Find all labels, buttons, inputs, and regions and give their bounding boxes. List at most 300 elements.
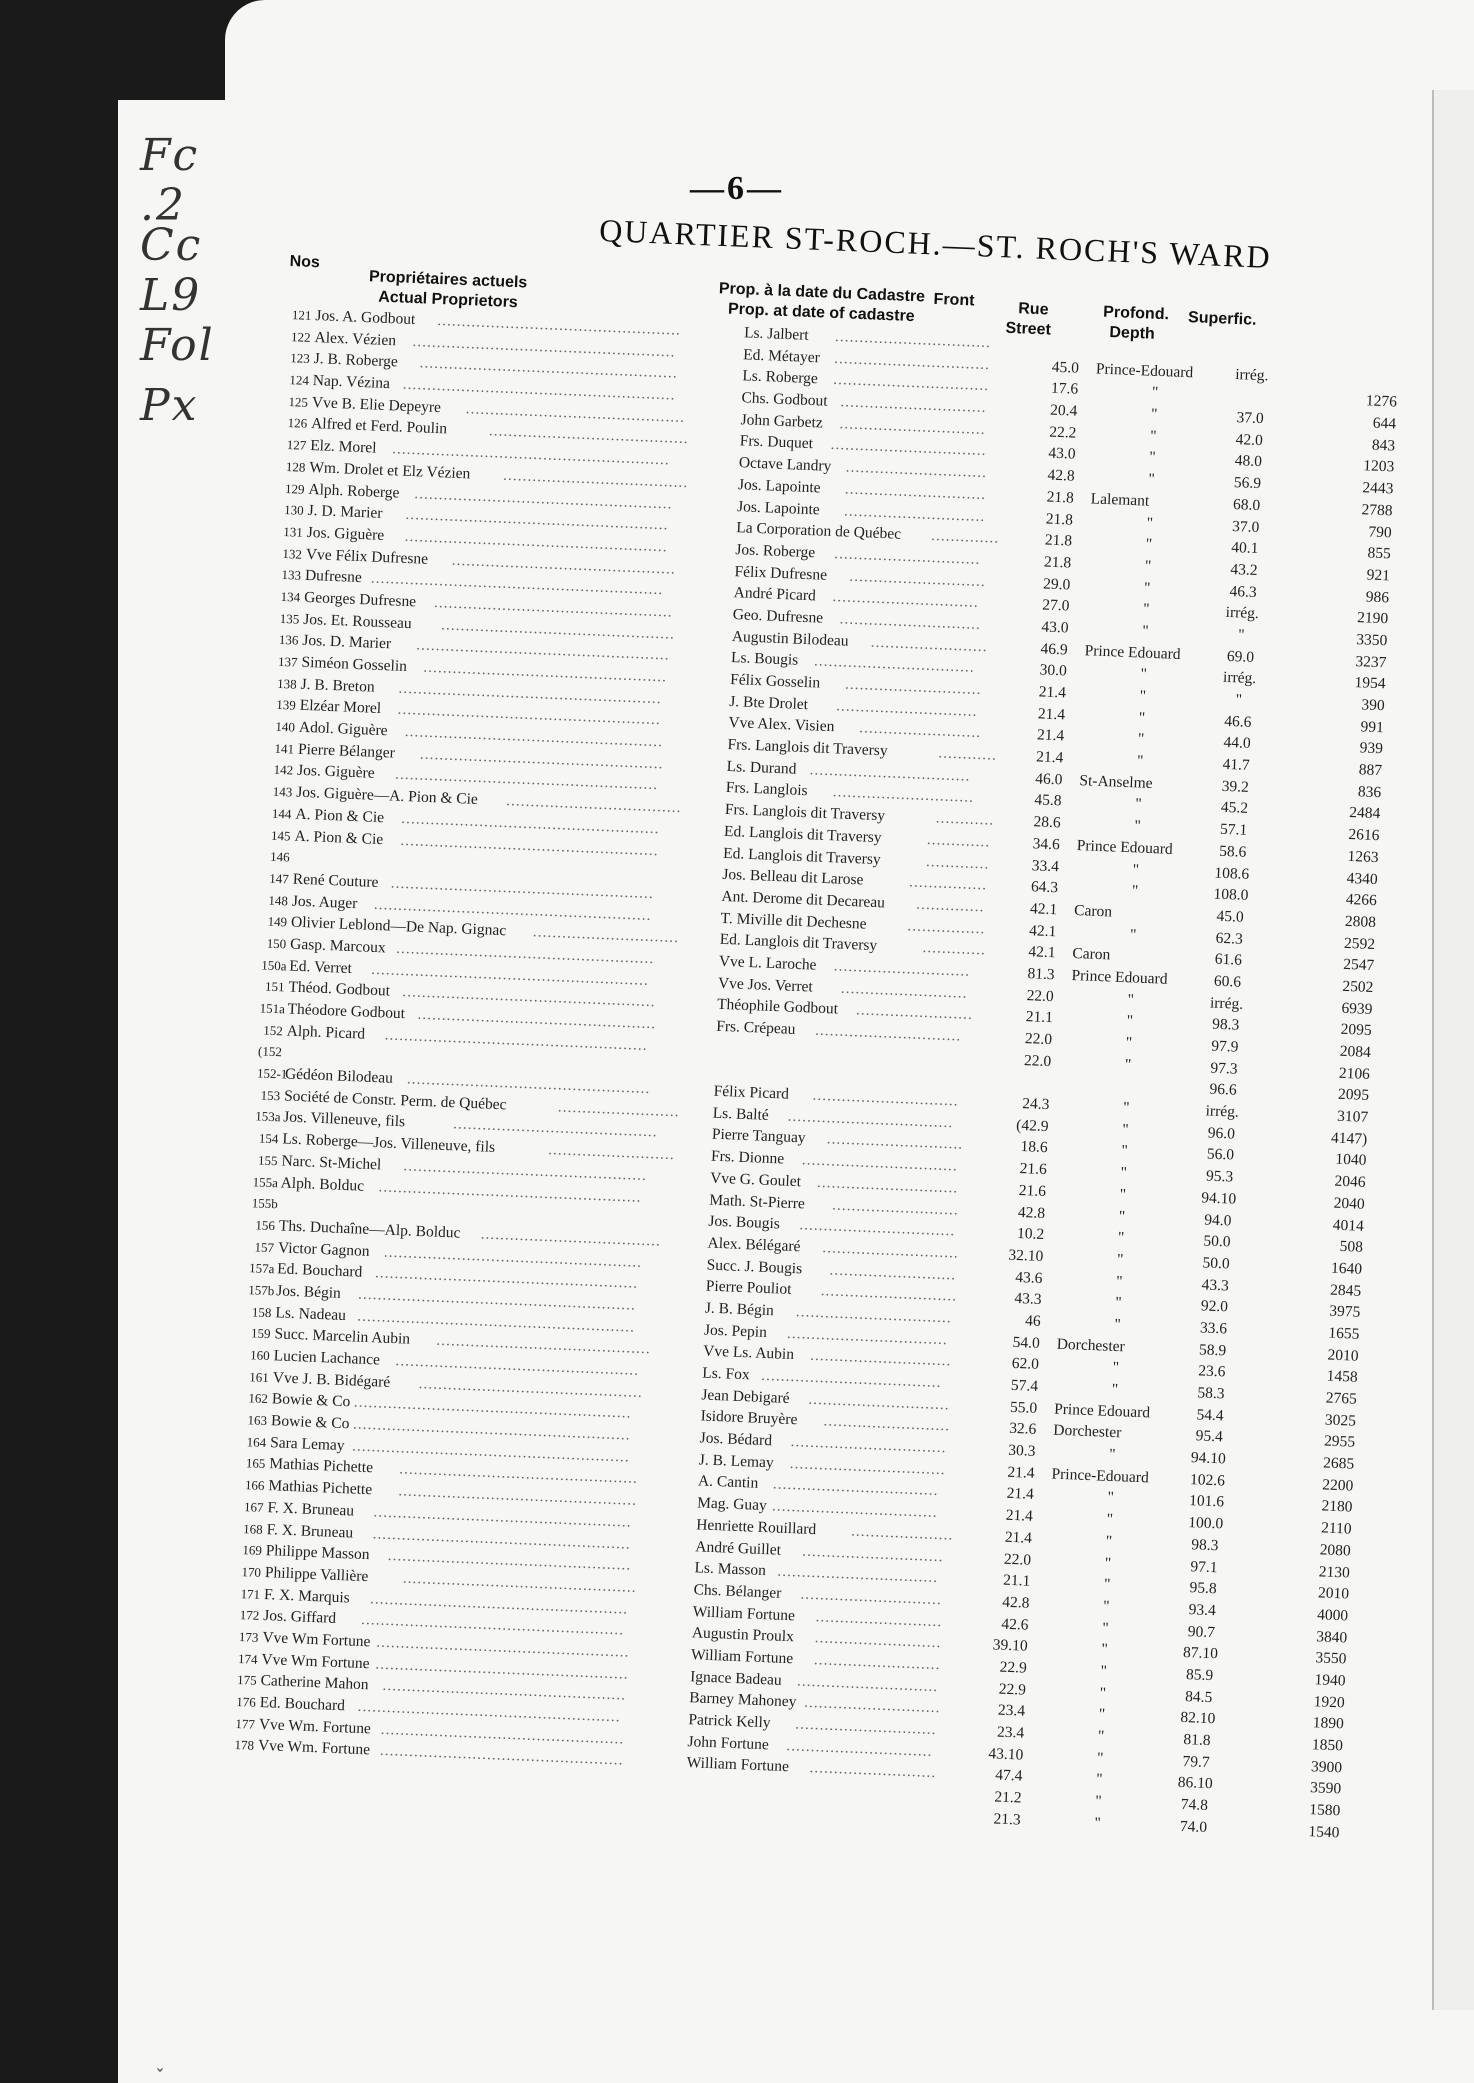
lot-number: 127	[286, 437, 307, 453]
cadastre-proprietor: Ed. Langlois dit Traversy	[722, 844, 882, 868]
cadastre-proprietor: Frs. Langlois dit Traversy	[727, 736, 888, 760]
leader-dots: ..........................	[829, 1261, 957, 1284]
depth-value: 43.2	[1230, 560, 1258, 579]
cadastre-proprietor: Jos. Roberge	[735, 540, 816, 562]
street-name: "	[1114, 1294, 1122, 1312]
superficie-value: 2010	[1317, 1584, 1350, 1603]
superficie-value: 1540	[1308, 1822, 1340, 1842]
superficie-value: 1458	[1326, 1367, 1359, 1387]
depth-value: 85.9	[1185, 1666, 1214, 1685]
street-name: Lalemant	[1090, 490, 1150, 510]
leader-dots: .............	[922, 939, 987, 959]
street-name: "	[1139, 687, 1147, 705]
actual-proprietor: Gédéon Bilodeau	[284, 1065, 394, 1087]
cadastre-proprietor: Frs. Duquet	[739, 432, 814, 453]
front-value: 46.0	[1035, 770, 1063, 789]
leader-dots: .............................	[832, 783, 975, 807]
leader-dots: ..........................	[547, 1141, 676, 1164]
superficie-value: 4340	[1346, 869, 1379, 888]
leader-dots: ....................................................	[375, 1633, 630, 1661]
front-value: 21.3	[993, 1810, 1022, 1829]
street-name: "	[1107, 1489, 1115, 1507]
depth-value: 93.4	[1188, 1601, 1217, 1620]
street-name: "	[1132, 860, 1140, 879]
cadastre-proprietor: J. Bte Drolet	[728, 692, 809, 713]
leader-dots: ........................................................	[402, 375, 676, 404]
depth-value: 95.8	[1189, 1579, 1217, 1598]
scan-mark: ˯	[155, 2040, 165, 2073]
front-value: 20.4	[1049, 401, 1078, 420]
cadastre-proprietor: Vve L. Laroche	[718, 952, 817, 974]
leader-dots: .....................................................	[400, 831, 660, 859]
street-name: "	[1098, 1705, 1106, 1724]
lot-number: 123	[289, 350, 311, 367]
actual-proprietor: Théodore Godbout	[287, 1000, 406, 1023]
front-value: 22.9	[998, 1680, 1027, 1699]
front-value: 21.8	[1043, 553, 1072, 572]
leader-dots: .....................................................	[414, 484, 673, 513]
actual-proprietor: Jos. A. Godbout	[315, 307, 416, 329]
cadastre-proprietor: William Fortune	[686, 1754, 790, 1776]
actual-proprietor: Narc. St-Michel	[281, 1152, 382, 1174]
leader-dots: .....................................................	[373, 1503, 633, 1531]
superficie-value: 855	[1367, 544, 1392, 563]
cadastre-proprietor: Patrick Kelly	[688, 1711, 771, 1732]
street-name: "	[1108, 1445, 1116, 1464]
header-depth: Depth	[1109, 323, 1156, 343]
leader-dots: ......................................................	[378, 1177, 642, 1206]
cadastre-proprietor: Félix Dufresne	[734, 562, 828, 584]
lot-number: 178	[234, 1737, 255, 1754]
street-name: "	[1126, 1012, 1134, 1030]
front-value: 30.0	[1039, 661, 1068, 680]
front-value: 21.4	[1004, 1528, 1033, 1547]
lot-number: 161	[249, 1368, 270, 1385]
lot-number: 144	[271, 805, 292, 822]
actual-proprietor: Jos. Auger	[291, 892, 358, 912]
front-value: (42.9	[1015, 1116, 1049, 1135]
leader-dots: ......................................................	[412, 332, 676, 361]
street-name: "	[1151, 384, 1159, 402]
lot-number: 124	[289, 372, 310, 388]
actual-proprietor: Wm. Drolet et Elz Vézien	[309, 458, 471, 483]
leader-dots: .....................................................	[372, 1524, 632, 1553]
leader-dots: ................................................	[402, 1569, 638, 1596]
actual-proprietor: Bowie & Co	[270, 1412, 350, 1433]
lot-number: 169	[242, 1542, 263, 1559]
front-value: 54.0	[1012, 1333, 1041, 1352]
superficie-value: 2685	[1322, 1454, 1355, 1473]
actual-proprietor: Dufresne	[304, 567, 363, 587]
leader-dots: ........................	[870, 633, 989, 655]
street-name: Prince Edouard	[1084, 641, 1181, 663]
leader-dots: .................................	[786, 1324, 949, 1348]
superficie-value: 986	[1365, 588, 1390, 606]
street-name: "	[1101, 1640, 1109, 1659]
actual-proprietor: Victor Gagnon	[277, 1238, 370, 1260]
front-value: 43.3	[1014, 1290, 1042, 1309]
front-value: 57.4	[1010, 1376, 1039, 1395]
front-value: 47.4	[994, 1766, 1023, 1785]
lot-number: 153a	[254, 1108, 281, 1125]
front-value: 46	[1024, 1312, 1042, 1330]
header-rue: Rue	[1017, 300, 1049, 319]
street-name: "	[1118, 1207, 1126, 1225]
cadastre-proprietor: La Corporation de Québec	[735, 519, 902, 543]
depth-value: 86.10	[1177, 1774, 1214, 1793]
superficie-value: 1920	[1313, 1692, 1345, 1712]
actual-proprietor: Elz. Morel	[309, 437, 377, 457]
lot-number: 146	[269, 848, 291, 865]
street-name: Prince Edouard	[1053, 1400, 1151, 1422]
lot-number: 135	[279, 610, 300, 627]
front-value: 42.8	[1001, 1593, 1030, 1612]
street-name: "	[1100, 1662, 1108, 1680]
cadastre-proprietor: Ls. Fox	[702, 1364, 751, 1384]
leader-dots: ......................................................	[374, 1264, 639, 1293]
cadastre-proprietor: Vve Ls. Aubin	[702, 1342, 795, 1364]
depth-value: 43.3	[1201, 1275, 1230, 1295]
depth-value: 96.6	[1209, 1080, 1238, 1100]
leader-dots: ..............................	[839, 414, 987, 438]
front-value: 81.3	[1027, 965, 1055, 984]
leader-dots: .............................	[796, 1672, 939, 1695]
leader-dots: ..................................................	[419, 745, 664, 773]
superficie-value: 2845	[1329, 1281, 1362, 1300]
leader-dots: ....................................................	[415, 636, 670, 664]
lot-number: 143	[272, 783, 293, 800]
scan-border	[118, 10, 238, 100]
cadastre-proprietor: Barney Mahoney	[688, 1689, 797, 1711]
street-name: "	[1121, 1120, 1129, 1139]
street-name: "	[1104, 1554, 1112, 1572]
front-value: 22.9	[999, 1658, 1028, 1677]
depth-value: 50.0	[1202, 1254, 1231, 1273]
cadastre-proprietor: Octave Landry	[738, 454, 832, 476]
lot-number: 139	[276, 697, 297, 713]
depth-value: 42.0	[1235, 430, 1264, 449]
depth-value: irrég.	[1234, 365, 1269, 385]
superficie-value: 2106	[1338, 1064, 1371, 1083]
lot-number	[230, 1756, 254, 1757]
cadastre-proprietor: John Garbetz	[740, 410, 824, 432]
leader-dots: .....................................	[760, 1366, 942, 1392]
cadastre-proprietor: J. B. Bégin	[704, 1299, 775, 1320]
depth-value: 82.10	[1180, 1709, 1216, 1728]
leader-dots: ..................................................	[379, 1742, 624, 1769]
lot-number: 164	[246, 1433, 267, 1450]
front-value: 43.0	[1048, 445, 1076, 464]
lot-number: 155b	[251, 1195, 279, 1212]
superficie-value: 1203	[1362, 457, 1395, 476]
lot-number: 133	[281, 567, 302, 583]
leader-dots: ................................	[834, 327, 992, 352]
cadastre-proprietor: Ls. Balté	[712, 1104, 770, 1124]
leader-dots: ..................................	[772, 1475, 939, 1500]
leader-dots: .................................................	[433, 594, 674, 621]
superficie-value: 508	[1339, 1238, 1364, 1257]
cadastre-proprietor: Jos. Pepin	[703, 1321, 768, 1341]
cadastre-proprietor: Ls. Bougis	[730, 649, 799, 670]
actual-proprietor: Ed. Verret	[289, 957, 353, 977]
depth-value: 95.4	[1195, 1427, 1224, 1446]
cadastre-proprietor: Ls. Roberge	[742, 367, 819, 388]
lot-number: 156	[255, 1217, 276, 1234]
street-name: "	[1125, 1034, 1133, 1052]
actual-proprietor: Vve J. B. Bidégaré	[272, 1368, 391, 1391]
lot-number: 138	[276, 675, 297, 692]
leader-dots: ......................................................	[357, 1697, 622, 1726]
front-value: 17.6	[1050, 380, 1079, 399]
leader-dots: ............................	[844, 675, 982, 699]
street-name: "	[1120, 1164, 1128, 1182]
superficie-value: 2484	[1349, 804, 1381, 823]
lot-number: 131	[282, 523, 304, 540]
lot-number: 176	[235, 1694, 257, 1710]
front-value: 21.2	[994, 1788, 1022, 1807]
leader-dots: ..............	[915, 895, 985, 916]
lot-number: 126	[287, 415, 308, 432]
front-value: 10.2	[1016, 1225, 1045, 1244]
lot-number: 136	[278, 632, 299, 648]
margin-note-3: Cc	[140, 220, 203, 271]
depth-value: 41.7	[1222, 755, 1251, 774]
actual-proprietor: Nap. Vézina	[312, 372, 391, 393]
lot-number: 129	[284, 480, 305, 497]
cadastre-proprietor: Frs. Crépeau	[715, 1017, 796, 1038]
leader-dots: ......................................................	[390, 874, 655, 902]
cadastre-proprietor: Frs. Langlois	[725, 779, 808, 800]
depth-value: irrég.	[1209, 994, 1244, 1013]
leader-dots: .................................	[809, 761, 971, 785]
depth-value: 81.8	[1183, 1731, 1211, 1750]
leader-dots: .............................	[839, 610, 982, 633]
front-value: 43.6	[1014, 1268, 1043, 1287]
depth-value: "	[1235, 691, 1243, 709]
front-value: 42.6	[1001, 1615, 1029, 1634]
cadastre-proprietor: Ed. Langlois dit Traversy	[723, 822, 882, 847]
actual-proprietor: Bowie & Co	[271, 1390, 351, 1411]
front-value: 18.6	[1020, 1138, 1048, 1157]
superficie-value: 3550	[1315, 1649, 1347, 1668]
actual-proprietor: Siméon Gosselin	[301, 653, 408, 676]
lot-number: 130	[283, 502, 304, 518]
actual-proprietor: J. D. Marier	[307, 502, 383, 523]
superficie-value: 2084	[1339, 1042, 1372, 1062]
depth-value: irrég.	[1222, 669, 1257, 688]
lot-number: 158	[251, 1303, 272, 1320]
leader-dots: ....................................................	[402, 983, 657, 1011]
depth-value: 74.0	[1179, 1817, 1208, 1836]
street-name: Dorchester	[1056, 1335, 1126, 1355]
front-value: 34.6	[1032, 835, 1061, 854]
superficie-value: 3350	[1355, 631, 1388, 650]
lot-number: 134	[280, 588, 301, 605]
cadastre-proprietor: Isidore Bruyère	[700, 1407, 798, 1429]
lot-number: 140	[275, 718, 296, 735]
leader-dots: ..............................	[840, 393, 987, 417]
front-value: 42.8	[1017, 1203, 1046, 1222]
street-name: "	[1137, 730, 1145, 749]
leader-dots: ............	[938, 744, 998, 764]
leader-dots: .................................	[777, 1562, 939, 1587]
street-name: "	[1096, 1749, 1104, 1767]
superficie-value: 1655	[1328, 1324, 1360, 1343]
superficie-value: 790	[1368, 523, 1392, 541]
front-value: 42.1	[1028, 943, 1056, 962]
leader-dots: ................................................	[440, 615, 676, 643]
header-prev-en: Prop. at date of cadastre	[727, 300, 915, 326]
leader-dots: ..................................................	[382, 1677, 627, 1704]
cadastre-proprietor: Ed. Métayer	[742, 345, 821, 367]
depth-value: 62.3	[1215, 929, 1244, 948]
actual-proprietor: Alph. Picard	[286, 1022, 366, 1043]
leader-dots: ..................................................	[395, 1352, 640, 1379]
cadastre-proprietor: Jos. Lapointe	[737, 475, 821, 497]
front-value: 30.3	[1008, 1441, 1036, 1460]
street-name: "	[1145, 535, 1153, 554]
street-name: "	[1135, 795, 1143, 814]
street-name: "	[1150, 405, 1158, 423]
actual-proprietor: Société de Constr. Perm. de Québec	[283, 1087, 507, 1114]
cadastre-proprietor: André Picard	[733, 584, 817, 605]
street-name: "	[1131, 882, 1139, 900]
lot-number: 121	[291, 307, 312, 323]
cadastre-proprietor: Théophile Godbout	[716, 996, 839, 1018]
cadastre-proprietor: Jos. Lapointe	[736, 497, 821, 518]
superficie-value: 2592	[1343, 934, 1376, 953]
leader-dots: .........................................................	[352, 1415, 632, 1444]
actual-proprietor: Alfred et Ferd. Poulin	[310, 415, 448, 438]
page-title: QUARTIER ST-ROCH.—ST. ROCH'S WARD	[598, 212, 1273, 275]
cadastre-proprietor: William Fortune	[690, 1646, 794, 1668]
lot-number: 151a	[259, 1000, 286, 1017]
lot-number: 150	[266, 935, 287, 952]
superficie-value: 3900	[1310, 1757, 1343, 1777]
leader-dots: .....................................................	[404, 723, 664, 751]
leader-dots: ..............................	[532, 923, 680, 947]
depth-value: 108.0	[1213, 885, 1249, 905]
leader-dots: .................................................	[417, 1005, 657, 1033]
depth-value: 87.10	[1182, 1644, 1219, 1663]
superficie-value: 2502	[1342, 977, 1374, 997]
actual-proprietor: Ed. Bouchard	[259, 1693, 346, 1715]
actual-proprietor: Adol. Giguère	[298, 718, 388, 740]
depth-value: 108.6	[1214, 864, 1250, 883]
lot-number: 163	[247, 1412, 268, 1429]
street-name: "	[1146, 514, 1154, 532]
front-value: 42.8	[1047, 466, 1075, 485]
leader-dots: .........................................................	[370, 960, 650, 989]
depth-value: irrég.	[1205, 1102, 1240, 1121]
depth-value: 102.6	[1189, 1470, 1226, 1490]
front-value: 22.0	[1023, 1051, 1052, 1070]
street-name: Prince Edouard	[1071, 966, 1168, 988]
depth-value: 56.9	[1233, 474, 1262, 493]
depth-value: 94.0	[1204, 1210, 1232, 1230]
leader-dots: ................................	[790, 1433, 947, 1457]
depth-value: 94.10	[1190, 1449, 1227, 1468]
superficie-value: 939	[1359, 739, 1384, 758]
leader-dots: ............................	[803, 1694, 941, 1717]
street-name: "	[1095, 1770, 1103, 1789]
superficie-value: 1954	[1354, 674, 1386, 693]
lot-number: 147	[269, 870, 290, 887]
leader-dots: ..................................................	[406, 1070, 651, 1098]
leader-dots: ..........................	[823, 1412, 951, 1435]
street-name: "	[1148, 449, 1156, 467]
lot-number: 125	[288, 393, 309, 410]
superficie-value: 3590	[1309, 1779, 1342, 1798]
actual-proprietor: Ls. Nadeau	[275, 1303, 347, 1324]
depth-value: 58.3	[1197, 1384, 1225, 1403]
lot-number: 152	[262, 1022, 284, 1039]
leader-dots: ..........................................	[452, 1115, 659, 1141]
actual-proprietor: Jos. Giguère	[296, 762, 375, 783]
leader-dots: ........................	[855, 1001, 974, 1024]
actual-proprietor: Théod. Godbout	[288, 978, 391, 1000]
depth-value: 97.1	[1190, 1557, 1218, 1576]
superficie-value: 843	[1371, 436, 1396, 455]
superficie-value: 2010	[1327, 1346, 1359, 1365]
leader-dots: ................................	[789, 1454, 947, 1479]
street-name: "	[1116, 1250, 1124, 1269]
lot-number: 166	[244, 1477, 265, 1494]
leader-dots: .....................................................	[395, 939, 655, 968]
lot-number: 142	[273, 762, 294, 778]
cadastre-proprietor: Succ. J. Bougis	[706, 1256, 803, 1277]
front-value: 21.4	[1036, 726, 1065, 745]
cadastre-proprietor: Ls. Jalbert	[743, 324, 809, 344]
leader-dots: ....................................................	[375, 1655, 630, 1683]
depth-value: 61.6	[1214, 950, 1243, 970]
lot-number: 168	[242, 1520, 264, 1537]
leader-dots: ..............................	[812, 1086, 960, 1110]
leader-dots: ..............................................	[451, 551, 677, 578]
leader-dots: ..........................	[815, 1607, 943, 1630]
actual-proprietor: Jos. Giguère	[306, 523, 385, 544]
cadastre-proprietor: Jos. Belleau dit Larose	[722, 866, 864, 889]
depth-value: 60.6	[1213, 972, 1242, 991]
leader-dots: .................................................	[398, 1460, 639, 1488]
leader-dots: .................................................	[398, 1482, 638, 1510]
actual-proprietor: Ths. Duchaîne—Alp. Bolduc	[278, 1217, 461, 1242]
front-value: 23.4	[997, 1701, 1026, 1720]
lot-number: 145	[270, 827, 291, 843]
leader-dots: ....................................	[505, 792, 682, 817]
header-profond: Profond.	[1102, 303, 1170, 324]
front-value: 21.6	[1019, 1160, 1048, 1179]
superficie-value: 2955	[1323, 1432, 1356, 1452]
lot-number: 122	[290, 328, 311, 345]
street-name: "	[1122, 1099, 1130, 1117]
actual-proprietor: Vve Wm. Fortune	[257, 1737, 371, 1759]
margin-note-2: .2	[140, 180, 186, 231]
front-value: 45.8	[1034, 791, 1062, 810]
street-name: Prince-Edouard	[1051, 1465, 1150, 1487]
front-value: 55.0	[1009, 1398, 1038, 1417]
street-name: "	[1121, 1142, 1129, 1160]
depth-value: 94.10	[1201, 1189, 1237, 1208]
superficie-value: 1040	[1335, 1151, 1367, 1170]
lot-number: 173	[238, 1629, 259, 1645]
leader-dots: ................................	[801, 1151, 959, 1175]
actual-proprietor: Jos. Villeneuve, fils	[282, 1108, 406, 1131]
leader-dots: ............	[935, 809, 995, 829]
front-value: 43.0	[1041, 618, 1069, 637]
leader-dots: ..............................	[833, 544, 981, 568]
superficie-value: 1640	[1330, 1259, 1363, 1278]
